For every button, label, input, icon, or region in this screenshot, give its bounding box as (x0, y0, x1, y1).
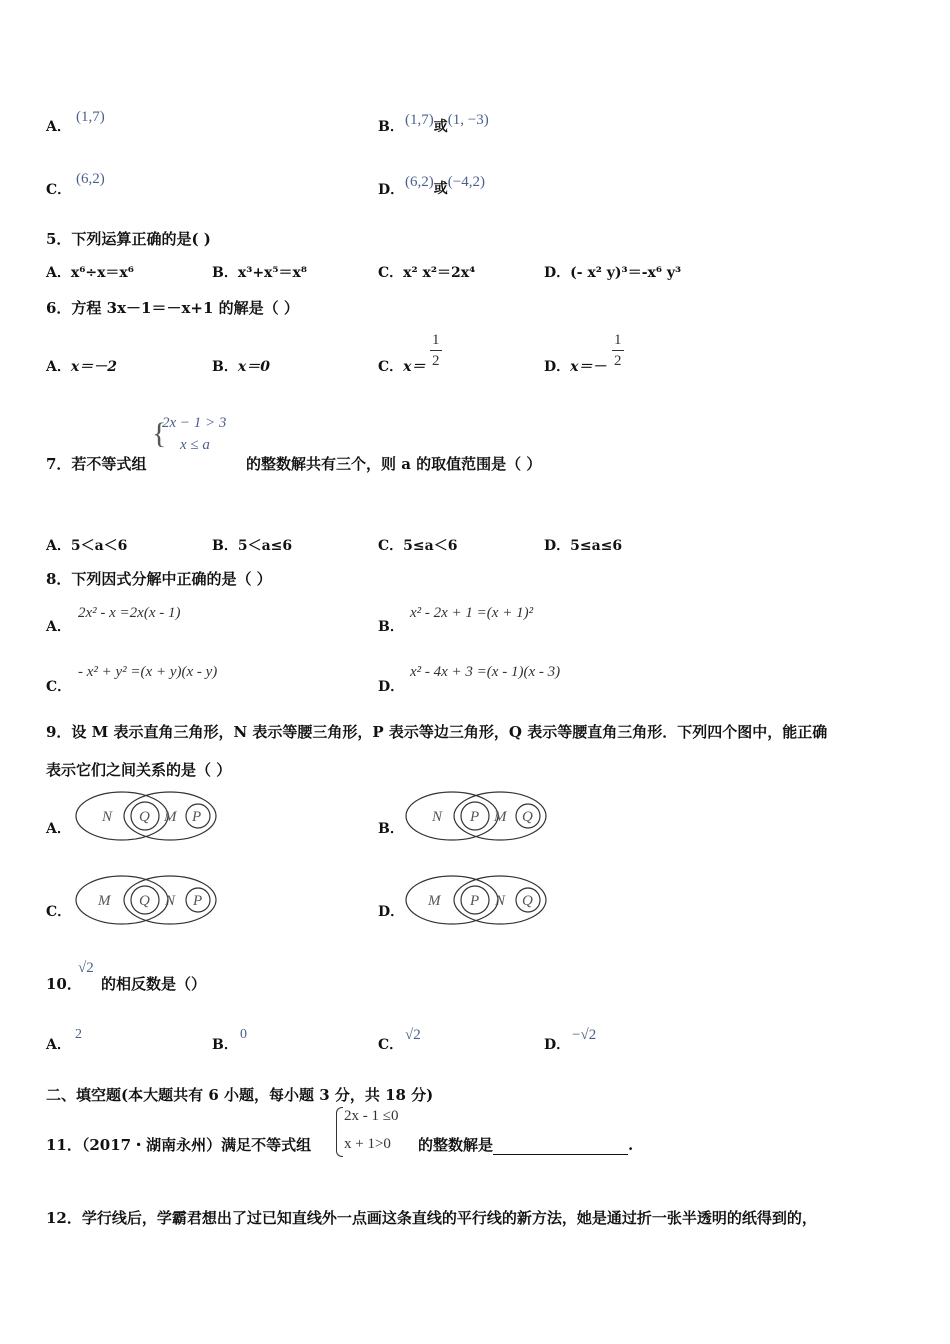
option-text: x² x²＝2x⁴ (403, 265, 476, 281)
q10-rest: 的相反数是（） (101, 975, 207, 993)
q7-option-a (46, 535, 127, 555)
q10-radical: √2 (78, 960, 94, 976)
q7-option-b (212, 535, 292, 555)
option-text: 5≤a＜6 (403, 538, 458, 554)
q11-suffix-text: 的整数解是 (418, 1136, 494, 1154)
q7-system-line1: 2x − 1 > 3 (162, 415, 227, 431)
option-label: B． (212, 359, 238, 375)
q4-b-value2: (1, −3) (447, 112, 489, 128)
q10-option-b-value: 0 (240, 1027, 247, 1042)
q11-system-line1: 2x - 1 ≤0 (344, 1108, 399, 1124)
option-label: A． (46, 821, 71, 837)
q7-option-c (378, 535, 457, 555)
option-text: x³+x⁵＝x⁸ (237, 265, 308, 281)
q9-line1: 9．设 M 表示直角三角形，N 表示等腰三角形，P 表示等边三角形，Q 表示等腰直角三角形．下列四个图中，能正确 (46, 723, 828, 741)
q7-system-line2: x ≤ a (180, 437, 210, 453)
venn-mid-label: P (470, 893, 480, 909)
option-label: D． (378, 904, 405, 920)
q9-line2: 表示它们之间关系的是（ ） (46, 761, 232, 779)
q8-option-a-expr: 2x² - x =2x(x - 1) (78, 605, 181, 621)
option-label: C． (378, 359, 404, 375)
q9-option-b (378, 818, 404, 838)
venn-left-label: M (98, 893, 111, 909)
option-label: B． (212, 1037, 238, 1053)
q10-number: 10． (46, 975, 82, 993)
venn-right-label: N (165, 893, 176, 909)
venn-left-ellipse (406, 876, 498, 924)
venn-right-label: M (494, 809, 507, 825)
option-prefix: x＝ (403, 359, 426, 375)
q4-option-a (46, 116, 71, 136)
option-label: D． (544, 538, 571, 554)
q5-stem: 5．下列运算正确的是( ) (46, 230, 211, 248)
q4-option-a-value: (1,7) (76, 109, 105, 125)
option-text: x＝－2 (70, 359, 117, 375)
q5-option-c (378, 262, 475, 282)
option-label: D． (544, 1037, 571, 1053)
venn-left-label: N (432, 809, 443, 825)
option-label: B． (378, 821, 404, 837)
q8-option-b-expr: x² - 2x + 1 =(x + 1)² (410, 605, 534, 621)
venn-inner-label: Q (522, 809, 533, 825)
fraction-numerator: 1 (612, 330, 624, 351)
venn-left-ellipse (76, 792, 168, 840)
q6-d-fraction (612, 330, 624, 371)
venn-left-ellipse (406, 792, 498, 840)
option-label: A． (46, 1037, 71, 1053)
venn-inner-label: Q (522, 893, 533, 909)
q9-option-d (378, 901, 404, 921)
venn-right-label: M (164, 809, 177, 825)
option-label: B． (378, 119, 404, 135)
q5-option-a (46, 262, 134, 282)
q8-stem: 8．下列因式分解中正确的是（ ） (46, 570, 272, 588)
option-label: A． (46, 538, 71, 554)
option-label: A． (46, 265, 71, 281)
venn-left-label: M (428, 893, 441, 909)
q11-system-line2: x + 1>0 (344, 1136, 391, 1152)
option-label: C． (46, 679, 72, 695)
q7-option-d (544, 535, 622, 555)
q8-option-c-expr: - x² + y² =(x + y)(x - y) (78, 664, 218, 680)
q10-option-d-value: −√2 (572, 1027, 597, 1043)
q4-d-value2: (−4,2) (447, 174, 485, 190)
q11-end: . (628, 1136, 634, 1154)
option-label: D． (544, 359, 571, 375)
q11-prefix: 11．（2017・湖南永州）满足不等式组 (46, 1136, 312, 1154)
q5-option-b (212, 262, 307, 282)
q10-option-a-value: 2 (75, 1027, 82, 1042)
q4-option-c-value: (6,2) (76, 171, 105, 187)
q9-option-c-diagram (72, 872, 220, 928)
option-label: C． (46, 904, 72, 920)
q6-option-d (544, 356, 607, 376)
option-label: A． (46, 619, 71, 635)
q6-option-a (46, 356, 117, 376)
q6-c-fraction (430, 330, 442, 371)
q4-b-value1: (1,7) (405, 112, 434, 128)
q9-option-d-diagram (402, 872, 550, 928)
q9-option-b-diagram (402, 788, 550, 844)
fraction-denominator: 2 (614, 353, 622, 369)
q12-text: 12．学行线后，学霸君想出了过已知直线外一点画这条直线的平行线的新方法，她是通过折一张半透明的纸得到的， (46, 1209, 817, 1227)
q10-option-d (544, 1034, 570, 1054)
q9-option-a (46, 818, 71, 838)
option-label: B． (212, 538, 238, 554)
q6-option-b (212, 356, 270, 376)
fraction-numerator: 1 (430, 330, 442, 351)
option-label: C． (378, 538, 404, 554)
option-text: x⁶÷x＝x⁶ (70, 265, 134, 281)
q4-d-value1: (6,2) (405, 174, 434, 190)
q4-d-or: 或 (433, 181, 448, 197)
q6-stem: 6．方程 3x－1＝－x+1 的解是（ ） (46, 299, 299, 317)
q10-option-a (46, 1034, 71, 1054)
q6-option-c (378, 356, 426, 376)
q11-answer-blank[interactable] (493, 1140, 628, 1155)
option-label: C． (378, 1037, 404, 1053)
venn-mid-label: P (470, 809, 480, 825)
q9-option-a-diagram (72, 788, 220, 844)
venn-left-ellipse (76, 876, 168, 924)
q4-option-c (46, 179, 71, 199)
q9-option-c (46, 901, 71, 921)
fraction-denominator: 2 (432, 353, 440, 369)
option-text: 5≤a≤6 (570, 538, 623, 554)
option-text: x＝0 (237, 359, 270, 375)
q10-option-b (212, 1034, 238, 1054)
q7-rest: 的整数解共有三个，则 a 的取值范围是（ ） (246, 455, 542, 473)
venn-left-label: N (102, 809, 113, 825)
q10-option-c-value: √2 (405, 1027, 421, 1043)
q8-option-d (378, 676, 404, 696)
q4-b-or: 或 (433, 119, 448, 135)
q7-brace: { (152, 417, 167, 450)
q8-option-a (46, 616, 71, 636)
venn-mid-label: Q (139, 809, 150, 825)
venn-mid-label: Q (139, 893, 150, 909)
option-text: 5＜a≤6 (237, 538, 293, 554)
option-label: C． (378, 265, 404, 281)
venn-right-label: N (495, 893, 506, 909)
venn-inner-label: P (192, 809, 202, 825)
option-label: C． (46, 182, 72, 198)
q11-suffix (418, 1134, 633, 1155)
q4-option-b (378, 116, 404, 136)
option-label: B． (378, 619, 404, 635)
option-prefix: x＝－ (570, 359, 607, 375)
q8-option-c (46, 676, 71, 696)
option-label: D． (544, 265, 571, 281)
q11-brace (336, 1107, 343, 1157)
option-label: A． (46, 119, 71, 135)
option-label: D． (378, 182, 405, 198)
q5-option-d (544, 262, 681, 282)
q4-option-d (378, 179, 404, 199)
venn-inner-label: P (193, 893, 203, 909)
q10-option-c (378, 1034, 403, 1054)
q8-option-d-expr: x² - 4x + 3 =(x - 1)(x - 3) (410, 664, 561, 680)
option-label: A． (46, 359, 71, 375)
option-label: D． (378, 679, 405, 695)
q4-option-b-value (405, 109, 489, 135)
section-2-title: 二、填空题(本大题共有 6 小题，每小题 3 分，共 18 分) (46, 1086, 434, 1104)
q4-option-d-value (405, 171, 485, 197)
q7-number: 7．若不等式组 (46, 455, 147, 473)
option-label: B． (212, 265, 238, 281)
q8-option-b (378, 616, 404, 636)
option-text: 5＜a＜6 (70, 538, 128, 554)
option-text: (- x² y)³＝-x⁶ y³ (570, 265, 682, 281)
